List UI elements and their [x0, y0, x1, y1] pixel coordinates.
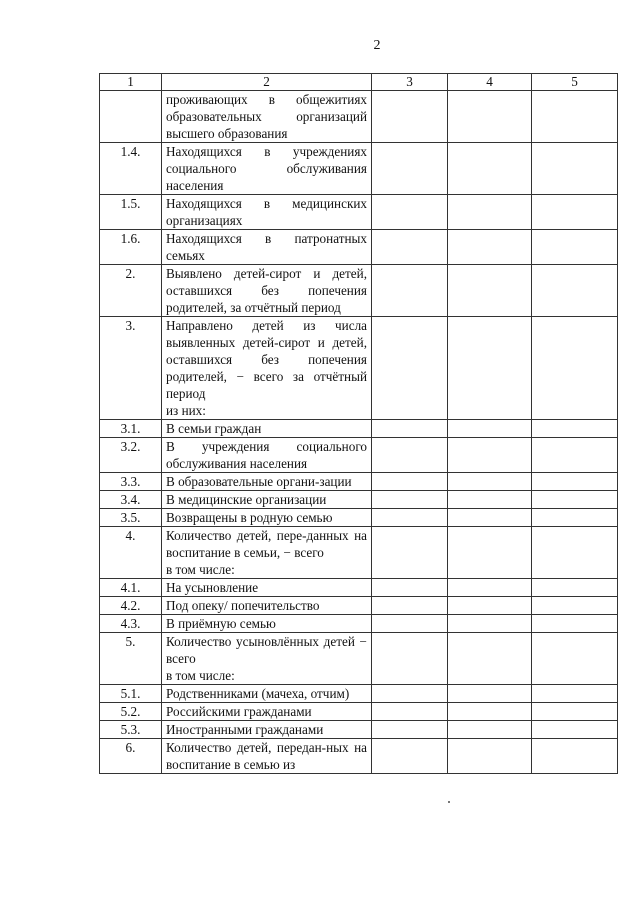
row-label-text: На усыновление	[166, 580, 259, 595]
value-cell-col3	[372, 420, 448, 438]
row-label	[162, 91, 372, 143]
value-cell-col5	[532, 491, 618, 509]
table-row	[100, 195, 618, 230]
row-label-text: Количество детей, пере-данных на воспитание в семьи, − всего	[166, 528, 367, 560]
row-label-text: Находящихся в патронатных семьях	[166, 231, 367, 263]
table-row	[100, 633, 618, 685]
value-cell-col3	[372, 739, 448, 774]
row-sublabel: в том числе:	[166, 668, 235, 683]
value-cell-col3	[372, 491, 448, 509]
value-cell-col4	[448, 91, 532, 143]
row-label	[162, 597, 372, 615]
value-cell-col5	[532, 685, 618, 703]
value-cell-col5	[532, 633, 618, 685]
row-number: 4.1.	[100, 579, 162, 597]
row-number: 5.3.	[100, 721, 162, 739]
row-number	[100, 91, 162, 143]
table-row	[100, 317, 618, 420]
value-cell-col3	[372, 509, 448, 527]
value-cell-col5	[532, 420, 618, 438]
value-cell-col3	[372, 91, 448, 143]
table-row	[100, 685, 618, 703]
row-label	[162, 491, 372, 509]
row-label	[162, 579, 372, 597]
table-row	[100, 438, 618, 473]
row-label	[162, 633, 372, 685]
table-row	[100, 615, 618, 633]
row-label-text: Находящихся в учреждениях социального обслуживания населения	[166, 144, 367, 193]
row-label	[162, 438, 372, 473]
row-label	[162, 703, 372, 721]
value-cell-col4	[448, 473, 532, 491]
row-number: 3.3.	[100, 473, 162, 491]
value-cell-col4	[448, 703, 532, 721]
value-cell-col4	[448, 615, 532, 633]
header-cell-1: 1	[100, 74, 162, 91]
header-cell-5: 5	[532, 74, 618, 91]
row-label-text: Количество усыновлённых детей − всего	[166, 634, 367, 666]
table-row	[100, 579, 618, 597]
stray-mark	[448, 801, 450, 803]
value-cell-col3	[372, 473, 448, 491]
row-label-text: Родственниками (мачеха, отчим)	[166, 686, 350, 701]
value-cell-col3	[372, 579, 448, 597]
row-label	[162, 420, 372, 438]
header-cell-2: 2	[162, 74, 372, 91]
value-cell-col5	[532, 195, 618, 230]
value-cell-col4	[448, 143, 532, 195]
row-number: 3.	[100, 317, 162, 420]
table-row	[100, 721, 618, 739]
value-cell-col4	[448, 597, 532, 615]
value-cell-col4	[448, 265, 532, 317]
table-row	[100, 527, 618, 579]
row-number: 3.1.	[100, 420, 162, 438]
table-row	[100, 739, 618, 774]
row-number: 3.2.	[100, 438, 162, 473]
value-cell-col3	[372, 615, 448, 633]
value-cell-col3	[372, 721, 448, 739]
value-cell-col4	[448, 685, 532, 703]
row-label-text: проживающих в общежитиях образовательных организаций высшего образования	[166, 92, 367, 141]
header-row	[100, 74, 618, 91]
value-cell-col4	[448, 527, 532, 579]
table-row	[100, 265, 618, 317]
row-label	[162, 195, 372, 230]
value-cell-col3	[372, 143, 448, 195]
row-label-text: Количество детей, передан-ных на воспитание в семью из	[166, 740, 367, 772]
value-cell-col4	[448, 438, 532, 473]
table-row	[100, 91, 618, 143]
value-cell-col5	[532, 265, 618, 317]
row-label-text: Находящихся в медицинских организациях	[166, 196, 367, 228]
value-cell-col3	[372, 685, 448, 703]
value-cell-col5	[532, 509, 618, 527]
row-label	[162, 527, 372, 579]
value-cell-col5	[532, 473, 618, 491]
value-cell-col3	[372, 633, 448, 685]
header-cell-4: 4	[448, 74, 532, 91]
row-label-text: В семьи граждан	[166, 421, 262, 436]
value-cell-col4	[448, 633, 532, 685]
page-number: 2	[373, 38, 381, 53]
report-table	[99, 73, 618, 774]
table-row	[100, 420, 618, 438]
table-row	[100, 230, 618, 265]
row-sublabel: в том числе:	[166, 562, 235, 577]
row-label	[162, 230, 372, 265]
row-label	[162, 685, 372, 703]
row-number: 3.4.	[100, 491, 162, 509]
row-label-text: Под опеку/ попечительство	[166, 598, 320, 613]
row-label-text: Выявлено детей-сирот и детей, оставшихся без попечения родителей, за отчётный период	[166, 266, 367, 315]
row-label-text: В медицинские организации	[166, 492, 327, 507]
value-cell-col3	[372, 195, 448, 230]
table-row	[100, 143, 618, 195]
table-row	[100, 509, 618, 527]
value-cell-col5	[532, 721, 618, 739]
value-cell-col4	[448, 491, 532, 509]
value-cell-col5	[532, 91, 618, 143]
value-cell-col5	[532, 438, 618, 473]
row-label	[162, 265, 372, 317]
row-sublabel: из них:	[166, 403, 206, 418]
value-cell-col4	[448, 739, 532, 774]
value-cell-col3	[372, 703, 448, 721]
row-number: 1.6.	[100, 230, 162, 265]
value-cell-col4	[448, 721, 532, 739]
value-cell-col4	[448, 579, 532, 597]
value-cell-col3	[372, 265, 448, 317]
value-cell-col3	[372, 527, 448, 579]
row-label	[162, 509, 372, 527]
table-row	[100, 473, 618, 491]
row-label-text: Направлено детей из числа выявленных детей-сирот и детей, оставшихся без попечения родителей, − всего за отчётный период	[166, 318, 367, 401]
value-cell-col5	[532, 615, 618, 633]
row-label-text: В учреждения социального обслуживания населения	[166, 439, 367, 471]
row-number: 1.4.	[100, 143, 162, 195]
row-label	[162, 739, 372, 774]
row-number: 5.2.	[100, 703, 162, 721]
value-cell-col5	[532, 579, 618, 597]
row-number: 5.1.	[100, 685, 162, 703]
row-number: 1.5.	[100, 195, 162, 230]
row-number: 2.	[100, 265, 162, 317]
row-number: 3.5.	[100, 509, 162, 527]
value-cell-col3	[372, 230, 448, 265]
value-cell-col3	[372, 317, 448, 420]
row-label-text: В приёмную семью	[166, 616, 276, 631]
row-label	[162, 143, 372, 195]
row-number: 6.	[100, 739, 162, 774]
value-cell-col3	[372, 597, 448, 615]
row-label-text: Российскими гражданами	[166, 704, 312, 719]
row-label-text: Возвращены в родную семью	[166, 510, 333, 525]
value-cell-col4	[448, 195, 532, 230]
value-cell-col5	[532, 143, 618, 195]
row-number: 4.3.	[100, 615, 162, 633]
value-cell-col3	[372, 438, 448, 473]
value-cell-col5	[532, 597, 618, 615]
table-row	[100, 703, 618, 721]
row-number: 4.2.	[100, 597, 162, 615]
value-cell-col5	[532, 703, 618, 721]
row-label-text: В образовательные органи-зации	[166, 474, 352, 489]
row-label	[162, 721, 372, 739]
table-row	[100, 597, 618, 615]
value-cell-col4	[448, 420, 532, 438]
row-number: 4.	[100, 527, 162, 579]
row-label	[162, 615, 372, 633]
header-cell-3: 3	[372, 74, 448, 91]
table-row	[100, 491, 618, 509]
row-label-text: Иностранными гражданами	[166, 722, 324, 737]
row-label	[162, 473, 372, 491]
value-cell-col5	[532, 317, 618, 420]
row-label	[162, 317, 372, 420]
value-cell-col4	[448, 317, 532, 420]
value-cell-col4	[448, 230, 532, 265]
value-cell-col5	[532, 527, 618, 579]
value-cell-col5	[532, 230, 618, 265]
value-cell-col4	[448, 509, 532, 527]
row-number: 5.	[100, 633, 162, 685]
value-cell-col5	[532, 739, 618, 774]
